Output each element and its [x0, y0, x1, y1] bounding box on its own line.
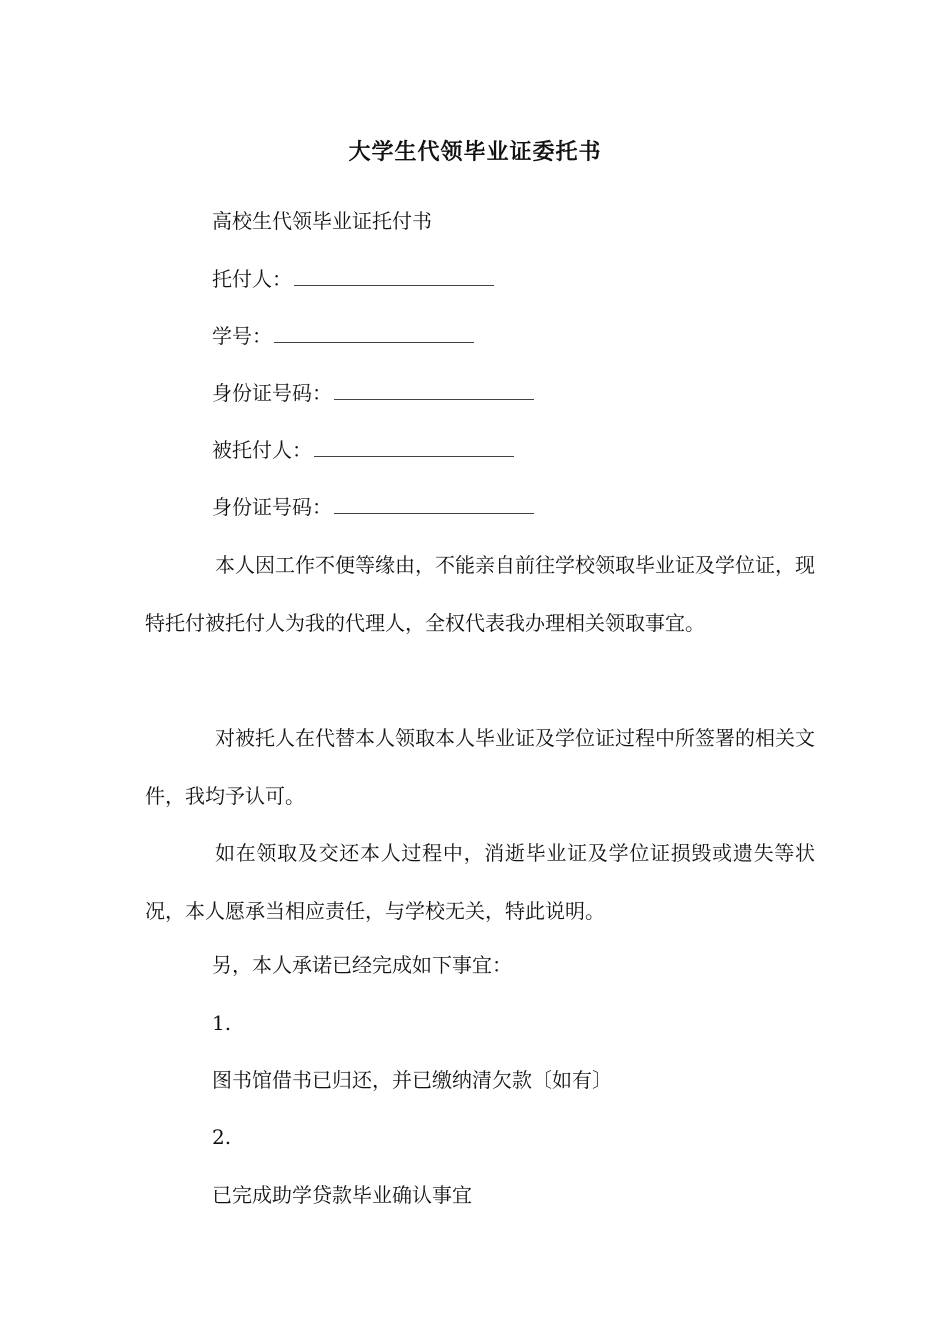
field-label: 学号：	[212, 324, 272, 348]
fill-blank	[294, 265, 494, 286]
field-label: 被托付人：	[212, 438, 312, 462]
fill-blank	[334, 379, 534, 400]
fill-blank	[314, 436, 514, 457]
field-label: 身份证号码：	[212, 381, 332, 405]
document-subtitle: 高校生代领毕业证托付书	[212, 209, 432, 233]
item-text: 图书馆借书已归还，并已缴纳清欠款〔如有〕	[212, 1068, 612, 1092]
paragraph-acknowledgement: 对被托人在代替本人领取本人毕业证及学位证过程中所签署的相关文件，我均予认可。	[145, 726, 815, 808]
item-text: 已完成助学贷款毕业确认事宜	[212, 1183, 472, 1207]
commitment-intro: 另，本人承诺已经完成如下事宜：	[212, 953, 512, 977]
item-number: 2.	[212, 1125, 232, 1149]
field-principal-id-number	[212, 378, 534, 408]
field-label: 托付人：	[212, 267, 292, 291]
document-title: 大学生代领毕业证委托书	[348, 139, 602, 165]
item-number: 1.	[212, 1011, 232, 1035]
field-student-id	[212, 321, 474, 351]
field-agent-id-number	[212, 492, 534, 522]
field-principal	[212, 264, 494, 294]
fill-blank	[334, 493, 534, 514]
field-agent	[212, 435, 514, 465]
paragraph-reason: 本人因工作不便等缘由，不能亲自前往学校领取毕业证及学位证，现特托付被托付人为我的代理人，全权代表我办理相关领取事宜。	[145, 553, 815, 635]
paragraph-responsibility: 如在领取及交还本人过程中，消逝毕业证及学位证损毁或遗失等状况，本人愿承当相应责任，与学校无关，特此说明。	[145, 841, 815, 923]
fill-blank	[274, 322, 474, 343]
field-label: 身份证号码：	[212, 495, 332, 519]
